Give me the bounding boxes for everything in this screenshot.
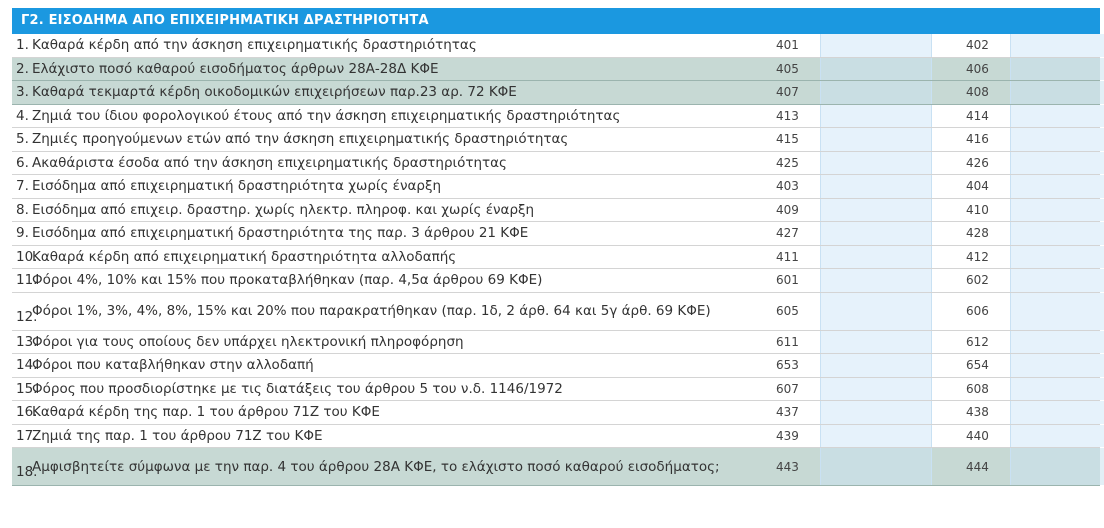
amount-field-primary[interactable] [820,331,932,354]
row-label: Καθαρά κέρδη από επιχειρηματική δραστηριότητα αλλοδαπής [32,248,457,265]
field-code-secondary: 608 [966,381,989,396]
field-code-primary: 411 [776,249,799,264]
row-number: 2. [16,60,29,77]
row-label: Ελάχιστο ποσό καθαρού εισοδήματος άρθρων 28Α-28Δ ΚΦΕ [32,60,439,77]
field-code-primary: 427 [776,226,799,241]
amount-field-primary[interactable] [820,34,932,57]
amount-field-primary[interactable] [820,58,932,81]
field-code-secondary: 414 [966,108,989,123]
row-number: 10. [16,248,38,265]
amount-field-secondary[interactable] [1010,354,1104,377]
amount-field-primary[interactable] [820,425,932,448]
form-row [12,105,1100,129]
amount-field-primary[interactable] [820,105,932,128]
form-row [12,378,1100,402]
form-row [12,401,1100,425]
field-code-secondary: 612 [966,334,989,349]
amount-field-primary[interactable] [820,222,932,245]
row-label: Εισόδημα από επιχειρηματική δραστηριότητα χωρίς έναρξη [32,178,442,195]
amount-field-primary[interactable] [820,401,932,424]
field-code-secondary: 408 [966,85,989,100]
row-label: Φόροι 4%, 10% και 15% που προκαταβλήθηκαν (παρ. 4,5α άρθρου 69 ΚΦΕ) [32,272,543,289]
field-code-primary: 611 [776,334,799,349]
row-label: Καθαρά κέρδη από την άσκηση επιχειρηματικής δραστηριότητας [32,37,477,54]
field-code-secondary: 428 [966,226,989,241]
amount-field-primary[interactable] [820,152,932,175]
row-label: Ακαθάριστα έσοδα από την άσκηση επιχειρηματικής δραστηριότητας [32,154,507,171]
field-code-secondary: 438 [966,405,989,420]
row-label: Φόροι για τους οποίους δεν υπάρχει ηλεκτρονική πληροφόρηση [32,333,464,350]
field-code-secondary: 606 [966,304,989,318]
form-row [12,354,1100,378]
field-code-secondary: 444 [966,459,989,474]
column-gap [932,58,964,81]
amount-field-primary[interactable] [820,354,932,377]
row-label: Εισόδημα από επιχειρ. δραστηρ. χωρίς ηλεκτρ. πληροφ. και χωρίς έναρξη [32,201,535,218]
field-code-secondary: 410 [966,202,989,217]
field-code-primary: 403 [776,179,799,194]
column-gap [932,378,964,401]
column-gap [932,448,964,485]
field-code-secondary: 440 [966,428,989,443]
amount-field-primary[interactable] [820,199,932,222]
amount-field-secondary[interactable] [1010,293,1104,330]
row-number: 7. [16,178,29,195]
row-number: 1. [16,37,29,54]
field-code-primary: 605 [776,304,799,318]
row-label: Καθαρά κέρδη της παρ. 1 του άρθρου 71Ζ του ΚΦΕ [32,404,380,421]
row-number: 18. [16,464,38,480]
column-gap [932,269,964,292]
field-code-primary: 601 [776,273,799,288]
column-gap [932,105,964,128]
amount-field-primary[interactable] [820,175,932,198]
amount-field-secondary[interactable] [1010,378,1104,401]
amount-field-primary[interactable] [820,448,932,485]
column-gap [932,331,964,354]
amount-field-secondary[interactable] [1010,448,1104,485]
row-number: 17. [16,427,38,444]
amount-field-primary[interactable] [820,293,932,330]
amount-field-secondary[interactable] [1010,58,1104,81]
column-gap [932,293,964,330]
amount-field-secondary[interactable] [1010,199,1104,222]
column-gap [932,425,964,448]
amount-field-secondary[interactable] [1010,34,1104,57]
column-gap [932,175,964,198]
row-label: Ζημιές προηγούμενων ετών από την άσκηση επιχειρηματικής δραστηριότητας [32,131,569,148]
form-row [12,222,1100,246]
form-rows [12,34,1100,486]
field-code-primary: 415 [776,132,799,147]
amount-field-secondary[interactable] [1010,246,1104,269]
row-number: 11. [16,272,38,289]
field-code-primary: 437 [776,405,799,420]
field-code-primary: 409 [776,202,799,217]
amount-field-secondary[interactable] [1010,425,1104,448]
field-code-primary: 425 [776,155,799,170]
form-row [12,293,1100,331]
row-number: 8. [16,201,29,218]
column-gap [932,152,964,175]
field-code-primary: 401 [776,38,799,53]
row-label: Ζημιά της παρ. 1 του άρθρου 71Ζ του ΚΦΕ [32,427,323,444]
row-label: Εισόδημα από επιχειρηματική δραστηριότητα της παρ. 3 άρθρου 21 ΚΦΕ [32,225,529,242]
form-row [12,199,1100,223]
form-row [12,128,1100,152]
field-code-secondary: 412 [966,249,989,264]
field-code-primary: 653 [776,358,799,373]
field-code-primary: 405 [776,61,799,76]
form-row [12,425,1100,449]
form-row [12,331,1100,355]
row-number: 9. [16,225,29,242]
field-code-secondary: 406 [966,61,989,76]
form-row [12,152,1100,176]
amount-field-secondary[interactable] [1010,401,1104,424]
column-gap [932,199,964,222]
row-label: Καθαρά τεκμαρτά κέρδη οικοδομικών επιχειρήσεων παρ.23 αρ. 72 ΚΦΕ [32,84,517,101]
field-code-secondary: 416 [966,132,989,147]
field-code-primary: 607 [776,381,799,396]
row-label: Φόροι 1%, 3%, 4%, 8%, 15% και 20% που παρακρατήθηκαν (παρ. 1δ, 2 άρθ. 64 και 5γ άρθ. 69 ΚΦΕ) [32,303,711,319]
row-number: 14. [16,357,38,374]
form-row [12,58,1100,82]
column-gap [932,128,964,151]
amount-field-primary[interactable] [820,128,932,151]
amount-field-secondary[interactable] [1010,81,1104,104]
field-code-secondary: 654 [966,358,989,373]
field-code-secondary: 426 [966,155,989,170]
row-number: 6. [16,154,29,171]
column-gap [932,246,964,269]
amount-field-secondary[interactable] [1010,269,1104,292]
row-number: 5. [16,131,29,148]
amount-field-secondary[interactable] [1010,105,1104,128]
field-code-secondary: 602 [966,273,989,288]
tax-form-section [12,8,1100,486]
column-gap [932,81,964,104]
row-number: 3. [16,84,29,101]
field-code-primary: 443 [776,459,799,474]
column-gap [932,222,964,245]
row-label: Αμφισβητείτε σύμφωνα με την παρ. 4 του άρθρου 28Α ΚΦΕ, το ελάχιστο ποσό καθαρού εισοδήματος; [32,458,720,475]
column-gap [932,354,964,377]
form-row [12,269,1100,293]
amount-field-secondary[interactable] [1010,128,1104,151]
amount-field-primary[interactable] [820,81,932,104]
form-row [12,175,1100,199]
amount-field-primary[interactable] [820,246,932,269]
form-row [12,34,1100,58]
field-code-primary: 439 [776,428,799,443]
form-row [12,81,1100,105]
row-label: Φόροι που καταβλήθηκαν στην αλλοδαπή [32,357,314,374]
field-code-secondary: 404 [966,179,989,194]
field-code-primary: 407 [776,85,799,100]
amount-field-secondary[interactable] [1010,222,1104,245]
row-number: 13. [16,333,38,350]
amount-field-secondary[interactable] [1010,331,1104,354]
row-number: 12. [16,308,38,325]
row-number: 4. [16,107,29,124]
row-label: Φόρος που προσδιορίστηκε με τις διατάξεις του άρθρου 5 του ν.δ. 1146/1972 [32,380,563,397]
row-number: 16. [16,404,38,421]
column-gap [932,401,964,424]
row-label: Ζημιά του ίδιου φορολογικού έτους από την άσκηση επιχειρηματικής δραστηριότητας [32,107,621,124]
amount-field-primary[interactable] [820,378,932,401]
form-row [12,448,1100,486]
amount-field-secondary[interactable] [1010,175,1104,198]
field-code-secondary: 402 [966,38,989,53]
row-number: 15. [16,380,38,397]
field-code-primary: 413 [776,108,799,123]
column-gap [932,34,964,57]
amount-field-secondary[interactable] [1010,152,1104,175]
form-row [12,246,1100,270]
section-title: Γ2. ΕΙΣΟΔΗΜΑ ΑΠΟ ΕΠΙΧΕΙΡΗΜΑΤΙΚΗ ΔΡΑΣΤΗΡΙΟΤΗΤΑ [12,8,1100,34]
amount-field-primary[interactable] [820,269,932,292]
